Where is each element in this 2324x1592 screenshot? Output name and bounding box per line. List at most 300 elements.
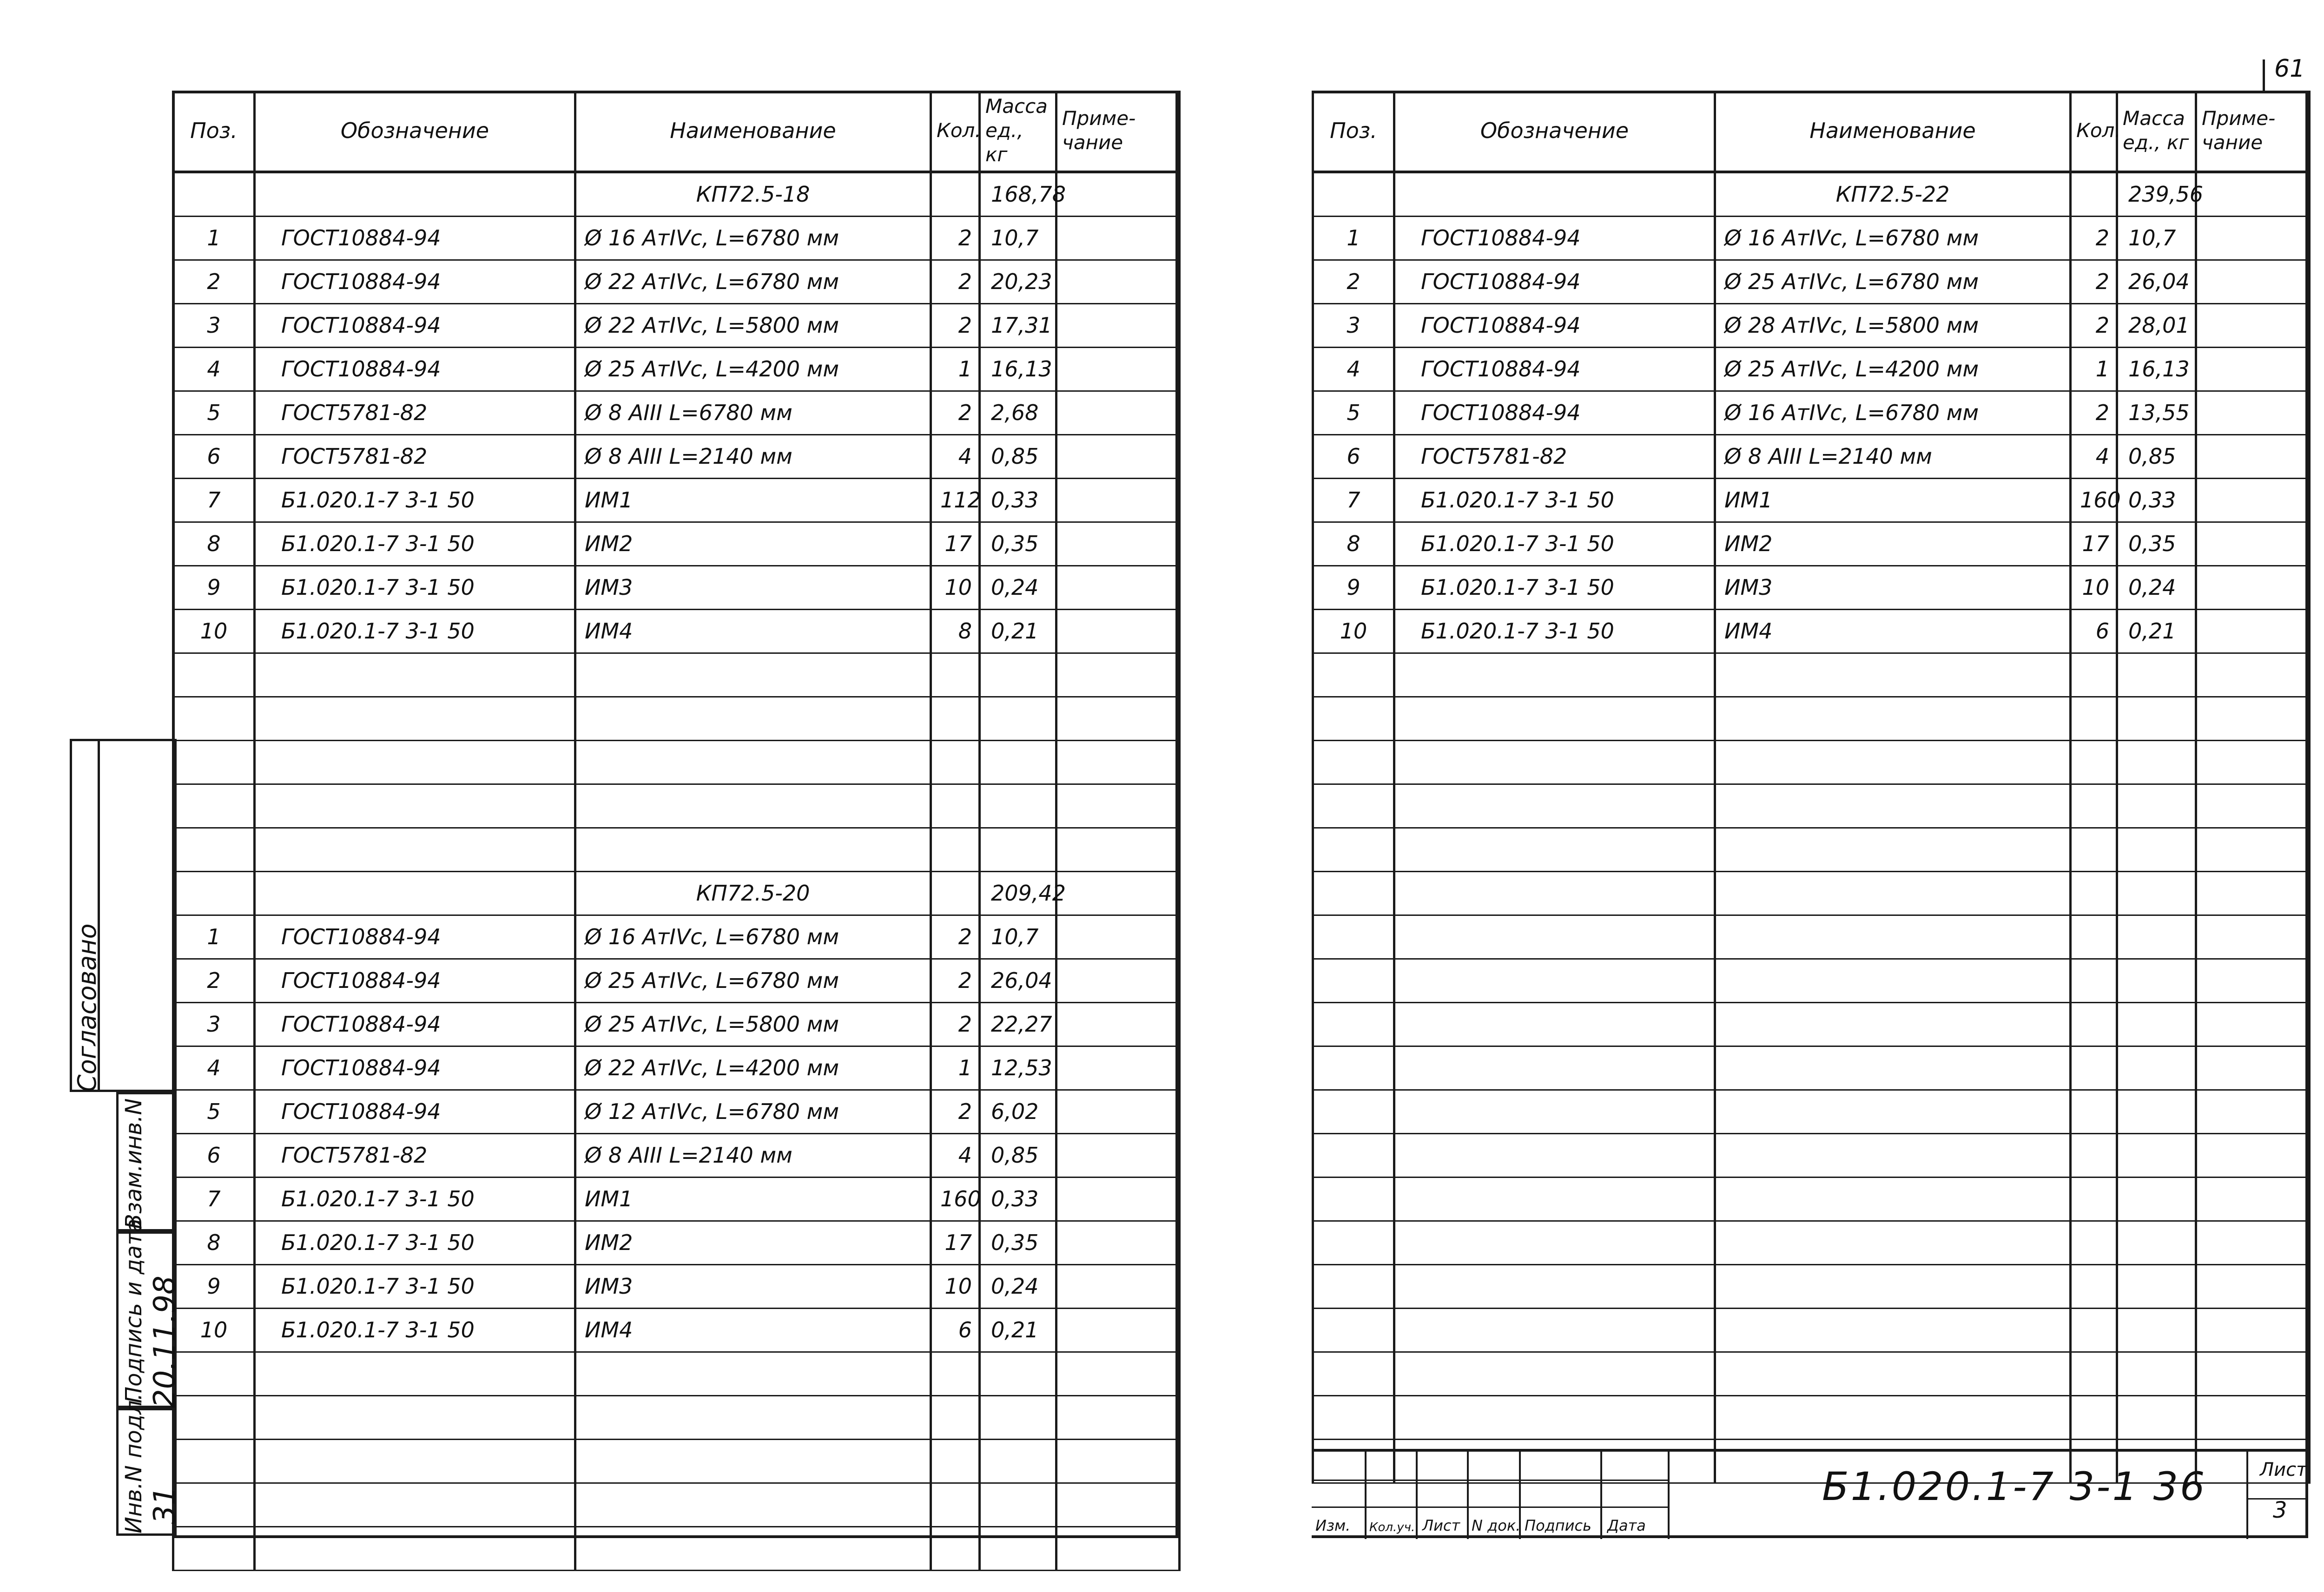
cell-qty: 2 <box>931 959 980 1003</box>
cell-name: Ø 22 AтIVc, L=5800 мм <box>575 304 931 348</box>
empty-row <box>1313 1134 2310 1178</box>
empty-cell <box>1056 697 1180 741</box>
cell-qty: 2 <box>2071 304 2117 348</box>
group-title-row <box>1313 172 2310 217</box>
cell-pos: 6 <box>1313 435 1394 479</box>
empty-cell <box>1056 1483 1180 1527</box>
cell-designation: Б1.020.1-7 3-1 50 <box>255 1265 575 1309</box>
empty-cell <box>2071 1090 2117 1134</box>
empty-cell <box>1313 828 1394 872</box>
empty-cell <box>1715 828 2071 872</box>
empty-cell <box>173 828 255 872</box>
cell-qty: 2 <box>931 260 980 304</box>
empty-cell <box>173 1483 255 1527</box>
tb-label-podpis: Подпись <box>1525 1517 1591 1534</box>
cell-pos: 5 <box>173 1090 255 1134</box>
empty-row <box>1313 1309 2310 1352</box>
table-row <box>173 1003 1180 1046</box>
cell-name: ИМ1 <box>575 1178 931 1221</box>
empty-row <box>1313 1003 2310 1046</box>
cell-mass: 0,85 <box>980 1134 1056 1178</box>
empty-cell <box>575 1440 931 1483</box>
empty-row <box>1313 741 2310 784</box>
cell-pos: 4 <box>173 1046 255 1090</box>
header-name: Наименование <box>1715 91 2071 172</box>
empty-cell <box>575 784 931 828</box>
empty-cell <box>173 653 255 697</box>
cell-qty: 6 <box>2071 610 2117 653</box>
cell-qty: 10 <box>931 1265 980 1309</box>
cell-designation: ГОСТ10884-94 <box>1394 391 1715 435</box>
cell-qty: 17 <box>931 1221 980 1265</box>
header-row <box>173 91 1180 172</box>
empty-cell <box>2196 1178 2310 1221</box>
cell-name: ИМ3 <box>575 566 931 610</box>
cell-qty: 2 <box>931 391 980 435</box>
cell-note <box>1056 479 1180 522</box>
cell-mass: 6,02 <box>980 1090 1056 1134</box>
empty-cell <box>2196 1003 2310 1046</box>
cell-qty <box>931 872 980 915</box>
cell-designation: ГОСТ5781-82 <box>255 391 575 435</box>
cell-name: ИМ1 <box>575 479 931 522</box>
cell-mass: 0,85 <box>2117 435 2196 479</box>
empty-cell <box>1715 1396 2071 1440</box>
empty-cell <box>2196 784 2310 828</box>
header-mass: Масса ед., кг <box>980 91 1056 172</box>
empty-cell <box>1715 1134 2071 1178</box>
side-stamp <box>70 739 182 1536</box>
group-total-mass: 209,42 <box>980 872 1056 915</box>
cell-pos: 5 <box>1313 391 1394 435</box>
empty-cell <box>1715 1090 2071 1134</box>
cell-qty: 6 <box>931 1309 980 1352</box>
header-qty: Кол. <box>2071 91 2117 172</box>
cell-name: Ø 12 AтIVc, L=6780 мм <box>575 1090 931 1134</box>
empty-cell <box>1715 959 2071 1003</box>
cell-qty: 1 <box>931 1046 980 1090</box>
empty-cell <box>1313 697 1394 741</box>
empty-cell <box>980 697 1056 741</box>
empty-cell <box>2196 872 2310 915</box>
cell-mass: 0,24 <box>980 1265 1056 1309</box>
cell-note <box>1056 304 1180 348</box>
empty-cell <box>1394 872 1715 915</box>
cell-mass: 10,7 <box>980 915 1056 959</box>
page-number: 61 <box>2274 55 2305 83</box>
empty-cell <box>2117 1134 2196 1178</box>
empty-cell <box>1056 1440 1180 1483</box>
cell-designation: ГОСТ10884-94 <box>255 915 575 959</box>
empty-cell <box>2071 697 2117 741</box>
empty-cell <box>2196 828 2310 872</box>
cell-mass: 16,13 <box>980 348 1056 391</box>
empty-row <box>1313 828 2310 872</box>
empty-cell <box>1313 1090 1394 1134</box>
empty-cell <box>2196 959 2310 1003</box>
empty-cell <box>173 697 255 741</box>
cell-mass: 0,24 <box>980 566 1056 610</box>
empty-cell <box>575 741 931 784</box>
cell-name: Ø 8 AIII L=2140 мм <box>575 1134 931 1178</box>
cell-qty: 1 <box>2071 348 2117 391</box>
cell-pos: 10 <box>173 1309 255 1352</box>
empty-cell <box>2117 1046 2196 1090</box>
empty-cell <box>1313 1003 1394 1046</box>
empty-cell <box>980 653 1056 697</box>
empty-row <box>1313 653 2310 697</box>
empty-cell <box>980 741 1056 784</box>
empty-cell <box>931 828 980 872</box>
empty-cell <box>1313 1352 1394 1396</box>
empty-cell <box>1394 1134 1715 1178</box>
table-row <box>1313 566 2310 610</box>
header-note: Приме- чание <box>2196 91 2310 172</box>
cell-note <box>2196 348 2310 391</box>
cell-pos <box>1313 172 1394 217</box>
cell-name: Ø 25 AтIVc, L=6780 мм <box>1715 260 2071 304</box>
empty-row <box>1313 1352 2310 1396</box>
table-row <box>173 304 1180 348</box>
cell-pos: 9 <box>173 566 255 610</box>
cell-designation: ГОСТ10884-94 <box>255 260 575 304</box>
header-designation: Обозначение <box>1394 91 1715 172</box>
header-row <box>1313 91 2310 172</box>
empty-cell <box>1394 915 1715 959</box>
empty-cell <box>1394 828 1715 872</box>
cell-name: Ø 28 AтIVc, L=5800 мм <box>1715 304 2071 348</box>
empty-cell <box>931 1483 980 1527</box>
empty-cell <box>173 1396 255 1440</box>
empty-cell <box>1715 915 2071 959</box>
tb-label-ndok: N док. <box>1472 1517 1521 1534</box>
empty-cell <box>1394 784 1715 828</box>
empty-cell <box>1715 741 2071 784</box>
empty-cell <box>1715 1352 2071 1396</box>
handwritten-date: 20.11.98 <box>148 1276 182 1408</box>
cell-pos: 2 <box>1313 260 1394 304</box>
cell-pos: 9 <box>1313 566 1394 610</box>
empty-cell <box>2117 1265 2196 1309</box>
agreed-inner-col <box>98 739 177 1092</box>
empty-cell <box>575 1396 931 1440</box>
empty-cell <box>931 741 980 784</box>
cell-note <box>2196 522 2310 566</box>
empty-cell <box>1394 1090 1715 1134</box>
table-row <box>173 1046 1180 1090</box>
empty-cell <box>1313 1178 1394 1221</box>
empty-cell <box>2117 828 2196 872</box>
cell-note <box>1056 172 1180 217</box>
empty-cell <box>931 1440 980 1483</box>
empty-cell <box>1394 1003 1715 1046</box>
empty-cell <box>2071 1265 2117 1309</box>
cell-designation: Б1.020.1-7 3-1 50 <box>255 566 575 610</box>
cell-mass: 0,35 <box>980 1221 1056 1265</box>
cell-name: ИМ2 <box>575 522 931 566</box>
cell-qty: 10 <box>2071 566 2117 610</box>
page-number-tick <box>2263 59 2265 92</box>
empty-cell <box>1313 1221 1394 1265</box>
empty-cell <box>1394 959 1715 1003</box>
table-row <box>173 1090 1180 1134</box>
empty-cell <box>2196 697 2310 741</box>
empty-cell <box>1715 1003 2071 1046</box>
cell-pos: 2 <box>173 260 255 304</box>
empty-cell <box>1313 915 1394 959</box>
cell-note <box>1056 1221 1180 1265</box>
empty-cell <box>2071 1134 2117 1178</box>
empty-cell <box>2117 741 2196 784</box>
empty-row <box>173 741 1180 784</box>
cell-mass: 22,27 <box>980 1003 1056 1046</box>
header-designation: Обозначение <box>255 91 575 172</box>
cell-mass: 0,21 <box>2117 610 2196 653</box>
cell-qty: 2 <box>931 217 980 260</box>
empty-cell <box>1313 1396 1394 1440</box>
cell-note <box>2196 391 2310 435</box>
empty-cell <box>255 697 575 741</box>
cell-name: Ø 25 AтIVc, L=4200 мм <box>1715 348 2071 391</box>
empty-cell <box>1313 959 1394 1003</box>
cell-mass: 0,85 <box>980 435 1056 479</box>
cell-designation: Б1.020.1-7 3-1 50 <box>1394 522 1715 566</box>
cell-mass: 10,7 <box>980 217 1056 260</box>
cell-note <box>1056 1046 1180 1090</box>
header-pos: Поз. <box>173 91 255 172</box>
empty-row <box>1313 1090 2310 1134</box>
empty-cell <box>2196 1046 2310 1090</box>
table-row <box>1313 260 2310 304</box>
table-row <box>173 610 1180 653</box>
empty-cell <box>1394 1178 1715 1221</box>
table-row <box>173 435 1180 479</box>
cell-mass: 0,33 <box>980 1178 1056 1221</box>
empty-cell <box>2117 959 2196 1003</box>
empty-row <box>1313 784 2310 828</box>
cell-pos: 7 <box>173 1178 255 1221</box>
empty-cell <box>255 1352 575 1396</box>
cell-designation: ГОСТ5781-82 <box>255 435 575 479</box>
cell-qty: 17 <box>2071 522 2117 566</box>
document-number: Б1.020.1-7 3-1 36 <box>1822 1464 2207 1509</box>
empty-cell <box>2117 1396 2196 1440</box>
empty-cell <box>1056 784 1180 828</box>
empty-cell <box>1313 1134 1394 1178</box>
cell-note <box>1056 1265 1180 1309</box>
cell-name: Ø 8 AIII L=2140 мм <box>1715 435 2071 479</box>
table-row <box>1313 435 2310 479</box>
empty-cell <box>980 1440 1056 1483</box>
cell-name: ИМ4 <box>575 610 931 653</box>
empty-cell <box>575 653 931 697</box>
empty-row <box>173 1440 1180 1483</box>
group-title: КП72.5-22 <box>1715 172 2071 217</box>
cell-mass: 2,68 <box>980 391 1056 435</box>
cell-mass: 0,24 <box>2117 566 2196 610</box>
cell-designation <box>255 872 575 915</box>
cell-qty: 10 <box>931 566 980 610</box>
empty-cell <box>2196 1134 2310 1178</box>
cell-mass: 0,33 <box>980 479 1056 522</box>
empty-cell <box>1056 741 1180 784</box>
empty-cell <box>2117 1221 2196 1265</box>
empty-cell <box>1394 1265 1715 1309</box>
table-row <box>173 1309 1180 1352</box>
cell-pos <box>173 872 255 915</box>
table-row <box>173 915 1180 959</box>
empty-row <box>1313 872 2310 915</box>
cell-note <box>1056 1003 1180 1046</box>
empty-cell <box>255 1440 575 1483</box>
tb-label-data: Дата <box>1607 1517 1646 1534</box>
cell-designation: Б1.020.1-7 3-1 50 <box>255 1221 575 1265</box>
cell-pos: 3 <box>173 304 255 348</box>
cell-pos: 7 <box>1313 479 1394 522</box>
cell-note <box>1056 217 1180 260</box>
agreed-label: Согласовано <box>73 923 102 1092</box>
cell-pos: 2 <box>173 959 255 1003</box>
cell-mass: 10,7 <box>2117 217 2196 260</box>
sign-date-label: Подпись и дата <box>121 1218 147 1403</box>
cell-designation: ГОСТ5781-82 <box>255 1134 575 1178</box>
cell-name: ИМ1 <box>1715 479 2071 522</box>
table-row <box>173 566 1180 610</box>
empty-row <box>173 828 1180 872</box>
empty-row <box>1313 915 2310 959</box>
cell-pos: 6 <box>173 1134 255 1178</box>
cell-pos: 1 <box>173 217 255 260</box>
tb-label-kol: Кол.уч. <box>1369 1520 1415 1534</box>
cell-qty: 4 <box>931 1134 980 1178</box>
sheet-label: Лист <box>2260 1459 2307 1480</box>
header-name: Наименование <box>575 91 931 172</box>
empty-cell <box>2071 915 2117 959</box>
empty-cell <box>2071 653 2117 697</box>
cell-note <box>2196 172 2310 217</box>
empty-cell <box>1715 784 2071 828</box>
empty-cell <box>2196 653 2310 697</box>
cell-pos: 8 <box>173 522 255 566</box>
table-row <box>173 522 1180 566</box>
empty-cell <box>931 1527 980 1571</box>
table-row <box>1313 217 2310 260</box>
cell-pos: 3 <box>1313 304 1394 348</box>
empty-cell <box>2071 741 2117 784</box>
empty-row <box>1313 1265 2310 1309</box>
empty-cell <box>1056 1396 1180 1440</box>
cell-name: Ø 25 AтIVc, L=4200 мм <box>575 348 931 391</box>
header-note: Приме- чание <box>1056 91 1180 172</box>
empty-cell <box>1313 784 1394 828</box>
cell-mass: 13,55 <box>2117 391 2196 435</box>
cell-name: ИМ2 <box>575 1221 931 1265</box>
cell-name: ИМ3 <box>1715 566 2071 610</box>
cell-designation: Б1.020.1-7 3-1 50 <box>255 1178 575 1221</box>
cell-mass: 12,53 <box>980 1046 1056 1090</box>
empty-cell <box>2071 1003 2117 1046</box>
empty-cell <box>255 741 575 784</box>
empty-cell <box>173 1527 255 1571</box>
group-title-row <box>173 872 1180 915</box>
empty-cell <box>2196 1221 2310 1265</box>
empty-cell <box>931 1396 980 1440</box>
empty-cell <box>980 828 1056 872</box>
table-row <box>173 479 1180 522</box>
table-row <box>1313 610 2310 653</box>
header-qty: Кол. <box>931 91 980 172</box>
cell-mass: 0,35 <box>980 522 1056 566</box>
empty-cell <box>1394 653 1715 697</box>
empty-cell <box>2071 1309 2117 1352</box>
cell-name: ИМ3 <box>575 1265 931 1309</box>
empty-cell <box>2117 1003 2196 1046</box>
empty-row <box>1313 1396 2310 1440</box>
empty-cell <box>2117 1090 2196 1134</box>
cell-qty: 2 <box>931 304 980 348</box>
empty-cell <box>255 1527 575 1571</box>
cell-pos: 6 <box>173 435 255 479</box>
empty-cell <box>2117 1178 2196 1221</box>
empty-cell <box>2196 741 2310 784</box>
empty-cell <box>2196 1265 2310 1309</box>
cell-designation: ГОСТ10884-94 <box>255 217 575 260</box>
tb-label-list: Лист <box>1422 1517 1460 1534</box>
cell-qty: 8 <box>931 610 980 653</box>
cell-pos: 4 <box>1313 348 1394 391</box>
cell-name: Ø 22 AтIVc, L=6780 мм <box>575 260 931 304</box>
cell-qty: 17 <box>931 522 980 566</box>
cell-note <box>1056 872 1180 915</box>
empty-cell <box>931 697 980 741</box>
cell-designation: ГОСТ10884-94 <box>255 959 575 1003</box>
header-mass: Масса ед., кг <box>2117 91 2196 172</box>
cell-qty <box>931 172 980 217</box>
group-title: КП72.5-20 <box>575 872 931 915</box>
cell-note <box>2196 435 2310 479</box>
empty-cell <box>575 828 931 872</box>
cell-name: Ø 22 AтIVc, L=4200 мм <box>575 1046 931 1090</box>
cell-note <box>1056 1134 1180 1178</box>
cell-qty: 2 <box>931 1003 980 1046</box>
cell-designation: ГОСТ10884-94 <box>1394 304 1715 348</box>
empty-cell <box>1394 1221 1715 1265</box>
cell-qty: 160 <box>2071 479 2117 522</box>
cell-name: Ø 8 AIII L=2140 мм <box>575 435 931 479</box>
cell-designation: Б1.020.1-7 3-1 50 <box>1394 479 1715 522</box>
empty-cell <box>255 1483 575 1527</box>
empty-cell <box>173 784 255 828</box>
group-total-mass: 239,56 <box>2117 172 2196 217</box>
cell-note <box>1056 391 1180 435</box>
empty-cell <box>980 1352 1056 1396</box>
cell-name: Ø 25 AтIVc, L=5800 мм <box>575 1003 931 1046</box>
empty-cell <box>1715 1265 2071 1309</box>
cell-pos: 7 <box>173 479 255 522</box>
table-row <box>173 391 1180 435</box>
header-pos: Поз. <box>1313 91 1394 172</box>
empty-row <box>173 1527 1180 1571</box>
table-row <box>173 1178 1180 1221</box>
cell-mass: 26,04 <box>2117 260 2196 304</box>
cell-qty: 2 <box>2071 217 2117 260</box>
empty-cell <box>1715 1309 2071 1352</box>
empty-cell <box>1056 1527 1180 1571</box>
empty-cell <box>980 784 1056 828</box>
empty-cell <box>1313 741 1394 784</box>
empty-cell <box>2196 915 2310 959</box>
table-row <box>173 260 1180 304</box>
